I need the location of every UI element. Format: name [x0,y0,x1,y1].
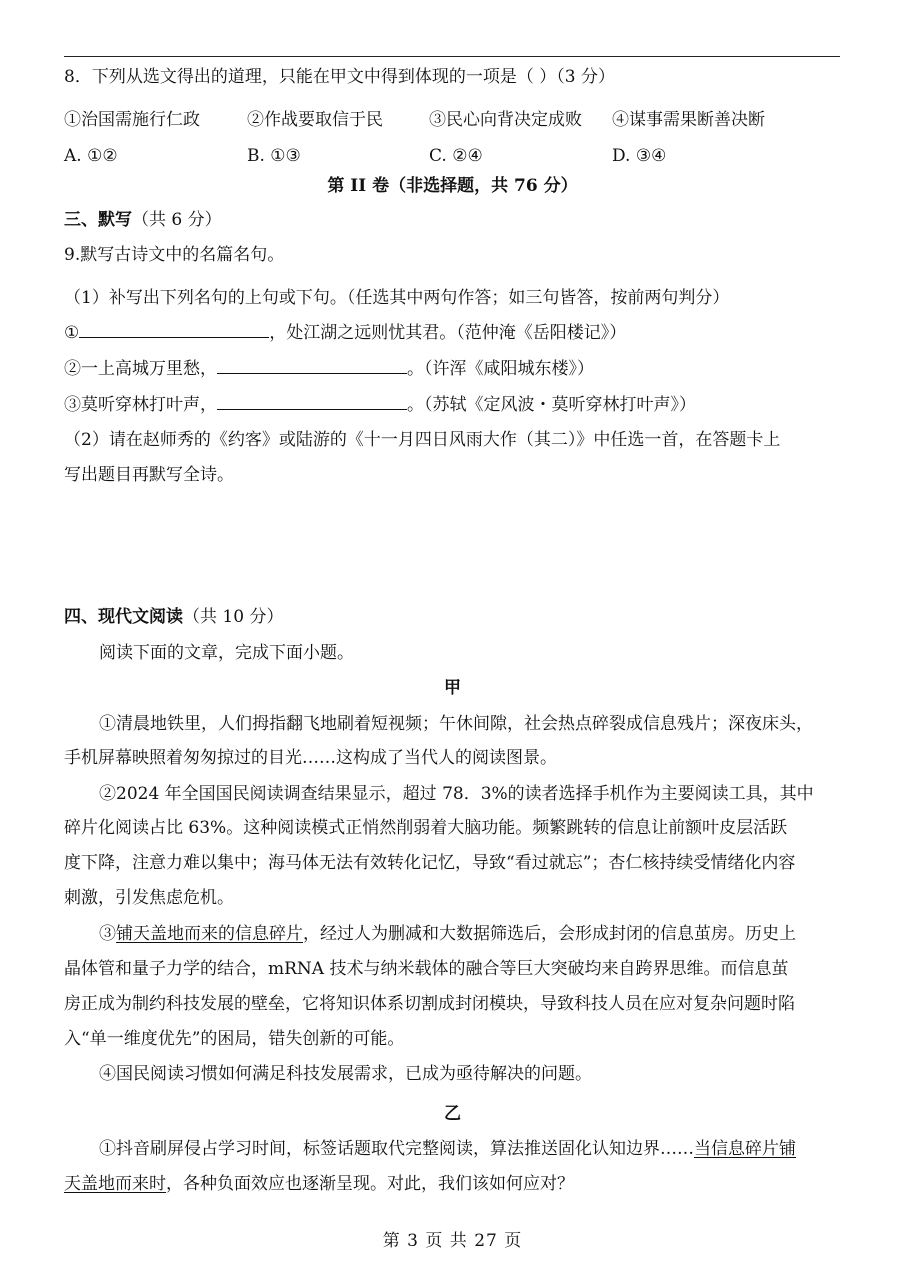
q9-part1-instruction: （1）补写出下列名句的上句或下句。（任选其中两句作答；如三句皆答，按前两句判分） [64,288,730,308]
jia-p4: ④国民阅读习惯如何满足科技发展需求，已成为亟待解决的问题。 [99,1064,592,1084]
q9-line-3-suffix: 。（苏轼《定风波・莫听穿林打叶声》） [407,395,696,415]
q8-item-2: ②作战要取信于民 [247,110,383,130]
passage-yi-title: 乙 [444,1104,461,1124]
jia-p2-line-2: 碎片化阅读占比 63%。这种阅读模式正悄然削弱着大脑功能。频繁跳转的信息让前额叶皮层活跃 [64,818,788,838]
jia-p3-line-3: 房正成为制约科技发展的壁垒，它将知识体系切割成封闭模块，导致科技人员在应对复杂问题时陷 [64,994,795,1014]
q9-line-1-suffix: ，处江湖之远则忧其君。（范仲淹《岳阳楼记》） [269,323,627,343]
jia-p1-line-1: ①清晨地铁里，人们拇指翻飞地刷着短视频；午休间隙，社会热点碎裂成信息残片；深夜床头， [99,714,813,734]
underlined-phrase-2a: 当信息碎片铺 [694,1139,796,1159]
q9-part2-line-2: 写出题目再默写全诗。 [64,465,234,485]
q9-line-3 [64,393,696,416]
jia-p3-line-4: 入“单一维度优先”的困局，错失创新的可能。 [64,1029,405,1049]
jia-p2-line-3: 度下降，注意力难以集中；海马体无法有效转化记忆，导致“看过就忘”；杏仁核持续受情绪化内容 [64,853,796,873]
volume-2-title: 第 II 卷（非选择题，共 76 分） [327,176,578,196]
q8-option-a: A. ①② [64,146,118,166]
section-4-heading [64,606,283,628]
q8-option-c: C. ②④ [429,146,483,166]
q9-line-3-prefix: ③莫听穿林打叶声， [64,395,217,415]
section-3-score: （共 6 分） [132,210,222,230]
answer-blank-2[interactable] [217,357,407,374]
q9-line-1-prefix: ① [64,323,80,343]
yi-p1-line-2-rest: ，各种负面效应也逐渐呈现。对此，我们该如何应对？ [166,1174,574,1194]
section-4-title: 四、现代文阅读 [64,607,183,627]
jia-p2-line-4: 刺激，引发焦虑危机。 [64,888,234,908]
passage-jia-title: 甲 [444,678,461,698]
underlined-phrase-2b: 天盖地而来时 [64,1174,166,1194]
q9-line-2-prefix: ②一上高城万里愁， [64,359,217,379]
jia-p1-line-2: 手机屏幕映照着匆匆掠过的目光……这构成了当代人的阅读图景。 [64,748,557,768]
jia-p3-marker: ③ [99,924,116,944]
top-divider [64,56,840,57]
q8-item-4: ④谋事需果断善决断 [612,110,765,130]
q9-part2-line-1: （2）请在赵师秀的《约客》或陆游的《十一月四日风雨大作（其二）》中任选一首，在答题卡上 [64,430,781,450]
answer-blank-1[interactable] [79,321,269,338]
q8-option-b: B. ①③ [247,146,301,166]
answer-blank-3[interactable] [217,393,407,410]
q8-option-d: D. ③④ [612,146,667,166]
q8-stem: 8．下列从选文得出的道理，只能在甲文中得到体现的一项是（ ）（3 分） [64,67,615,87]
q9-line-2 [64,357,594,380]
section-4-score: （共 10 分） [183,607,284,627]
jia-p3-line-1-rest: ，经过人为删减和大数据筛选后，会形成封闭的信息茧房。历史上 [303,924,796,944]
yi-p1-line-1 [99,1138,796,1160]
q8-item-1: ①治国需施行仁政 [64,110,200,130]
underlined-phrase-1: 铺天盖地而来的信息碎片 [116,924,303,944]
page-number: 第 3 页 共 27 页 [382,1231,523,1251]
q9-stem: 9.默写古诗文中的名篇名句。 [64,245,285,265]
q9-line-1 [64,321,626,344]
yi-p1-line-1-text: ①抖音刷屏侵占学习时间，标签话题取代完整阅读，算法推送固化认知边界…… [99,1139,694,1159]
section-3-title: 三、默写 [64,210,132,230]
jia-p3-line-1 [99,923,796,945]
jia-p2-line-1: ②2024 年全国国民阅读调查结果显示，超过 78．3%的读者选择手机作为主要阅读工具，其中 [99,784,814,804]
section-3-heading [64,209,222,231]
q8-item-3: ③民心向背决定成败 [429,110,582,130]
q9-line-2-suffix: 。（许浑《咸阳城东楼》） [407,359,594,379]
yi-p1-line-2 [64,1173,574,1195]
jia-p3-line-2: 晶体管和量子力学的结合，mRNA 技术与纳米载体的融合等巨大突破均来自跨界思维。而信息茧 [64,959,789,979]
reading-instruction: 阅读下面的文章，完成下面小题。 [99,643,354,663]
